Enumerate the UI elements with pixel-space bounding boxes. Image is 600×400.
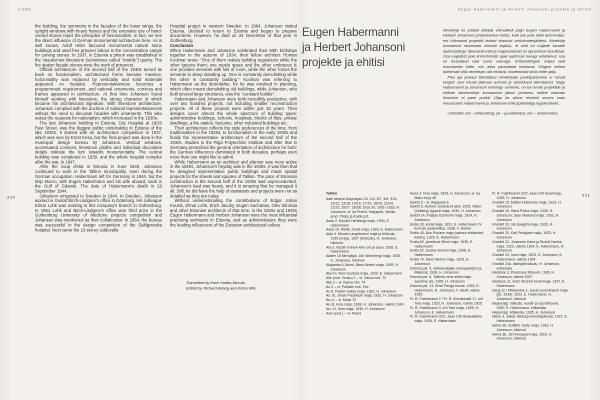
chapter-title-line-1: Eugen Habermanni	[302, 26, 399, 39]
catalog-entry: Aasa 2, Eduard Hemburgi maja, 1930, E. Habermann	[326, 219, 390, 228]
column2-body	[170, 48, 297, 228]
catalog-entry: Estonia pst. 13, Eesti Panga hoone, 1933, E. Habermann, H. Johanson, F. Adoff, valmis 1935	[410, 284, 480, 297]
catalog-entry: Fr. R. Faehlmanni 32/1, Jaan Orti tänavaäärne maja, 1926, E. Habermann	[410, 315, 483, 324]
catalog-entry: Alevi 9, Rein Uustove maja, 1929, E. Habermann	[326, 272, 403, 276]
catalog-entry: Aru 8, Inna maja, 1938, H. Johanson, valmis 1940	[326, 302, 404, 307]
catalog-entry: Estonia pst. 6, Tallinna vene seltsi maja asemine ü/e, 1925, H. Johanson	[410, 275, 472, 284]
paragraph: While Habermann as an architect and planner was more active in the 1920s, Johanson's heyday was in the 1930s. It was then that he designed representative public buildings and made spatial projects for the streets and squares of Tallinn. The pace of Estonian construction in the second half of the 1930s was unprecedented. Johanson's load was heavy, and it is amazing that he managed it all. Still, he did have the help of assistants and projects were not as detailed as they are today.	[170, 159, 297, 199]
catalog-column-1	[326, 192, 404, 316]
catalog-entry: Fr. R. Faehlmanni 4, e/ü Tare maja, 1926, H. Johanson, E. Habermann	[410, 306, 479, 315]
catalog-entry: Heina 3, Jakob Valdsepi kunstsepikoda, 1921, E. Habermann	[492, 315, 568, 324]
conclusion-heading: Conclusion	[170, 42, 194, 48]
intro-paragraph: Nimekirja on püütud lülitada võimalikult palju Eugen Habermanni ja Herbert Johansoni projekteeritud ehitisi, kuid see pole siiski ammendav; ent hõlmavad projektid leidsid kinnitust arhiivimaterjalidest. Nimekirja koostamist raskendas oluliselt asjaolu, et seal on majade vanade aadressidega: tänavanimesid ja majanumbreid on aja jooksul muudetud. Osa majadest pole krohvitornide ajale aadresse kunagi vahetanud, osa on tuvastatud vaid suure vaevaga. Ehitusühingute majad said eraomanike kätte, mis aitas parandada loetavust. Kõigest sellest tulenevalt võib nimekirjas olla eksitusi, loodetavasti siiski mitte palju.	[443, 28, 565, 75]
catalog-entry: Ao 2 – vt. Paldiski mnt. 19a	[326, 285, 369, 289]
chapter-title-line-3: projekte ja ehitisi	[302, 56, 385, 69]
column2-opening	[170, 24, 297, 43]
catalog-entry: Harjumägi: näituste, kunsti- ja spordihoone, 1930, E. Habermann, ehitamata	[492, 301, 560, 310]
catalog-entries-1	[326, 197, 404, 316]
catalog-entry: Ao 10, Johan Freybachi maja, 1932, H. Johanson	[326, 294, 403, 298]
catalog-entry: Graniidi 16, Hans Põdra maja, 1925, H. Johanson; Jaan Marlensi maja, 1932, H. Johanson	[492, 209, 560, 222]
catalog-entry: Fr. R. Faehlmanni 2 / Fr. R. Kreutzwaldi 17, e/ü Tare maja, 1923, H. Johanson, valmis 1925	[410, 297, 483, 306]
catalog-entry: Graniidi 24a, lastepäevakodu, H. Johanson, ehitamata	[492, 262, 560, 271]
catalog-entry: Endla 60, perekond Minni maja, 1936, E. Habermann	[410, 240, 474, 249]
catalog-column-3	[492, 192, 568, 342]
catalog-entry: Harjumägi: kõlakoda, 1935, H. Johanson	[492, 310, 556, 315]
catalog-entry: Estonia pst. 4, näituseväljaku metsapaviljon ja lillekiosk, 1936, H. Johanson	[410, 266, 482, 275]
page-number-left: 330	[7, 195, 16, 200]
paragraph: Hospital project in western Sweden. In 1964, Johanson visited Estonia, decided to return to Estonia and began to prepare documents. However, he died on 24 November of that year in Gothenburg.	[170, 23, 297, 44]
right-running-header: Eugen Habermanni ja Herbert Johansoni projekte ja ehitisi	[458, 8, 592, 12]
catalog-entry: Graniidi 20, Karl Pedajase maja, 1933, H. Johanson	[492, 231, 557, 240]
intro-text	[443, 28, 565, 116]
catalog-entry: Heina 38, Jüri Kanapea maja, 1923, H. Johanson, hävinud	[492, 332, 553, 341]
credit-line: Translated by Karin Hallas-Murula	[186, 280, 245, 285]
catalog-entry: Graniidi 19, Ida Saagimi maja, 1926, H. Johanson	[492, 222, 554, 231]
page-number-right: 331	[582, 193, 591, 198]
catalog-entry: Aasa 10, Madis Joutsi maja, 1929, E. Habermann	[326, 228, 404, 232]
credit-line: Edited by Richard Adang and Krista Mits	[186, 286, 256, 291]
paragraph: Without underestimating the contributions of Edgar Johan Kuusik, Elmar Lohk, Erich Jacoby, Eugen Sacharias, Olev Siinmaa and other Estonian architects of that time, in the 1920s and 1930s Eugen Habermann and Herbert Johanson were the most influential practising architects in Estonia, and as administrators they were the leading influencers of the Estonian architectural culture.	[170, 198, 297, 228]
catalog-column-2	[410, 192, 484, 324]
catalog-entry: Aia 3, Vassili Voinovi kino o/ü ja saun, 1926, E. Habermann	[326, 245, 399, 254]
catalog-entry: Endla 45, Ado Purtase maja (varises ehitamisel kokku), 1929, E. Habermann	[410, 231, 484, 240]
catalog-entry: Alle 3 – vt. Narva mnt. 74	[326, 280, 366, 285]
catalog-entry: Elektri 6, Herbert Johansoni alev, 1925; Villem (Vulberg) Ugandi maja, 1930, H. Johanson	[410, 205, 482, 214]
chapter-title-line-2: ja Herbert Johansoni	[302, 41, 405, 54]
paragraph: The last Johanson building in Estonia, City Hospital at 18/20 Ravi Street, was the biggest public undertaking in Estonia of the late 1930s. It started with an architecture competition in 1937, which was won by Ernst Kesa, but the final project was done in the municipal design bureau by Johanson. Vertical windows, accentuated cornices, limestone plinths and individual decorative details indicate the turn towards monumentality. The central building was completed in 1939, and the whole hospital complex after the war, in 1947.	[35, 120, 162, 165]
catalog-entry: Ahju 4, Nikolai Langebrauni maja ja töökoda, 1925 (maja), 1927 (töökoda), H. Johanson, hävinud	[326, 232, 398, 245]
paragraph: Habermann and Johanson were both incredibly productive, with over two hundred projects, not including smaller reconstruction projects. All of these projects were within just 20 years. Their designs cover almost the whole spectrum of building types: administrative buildings, schools, hospitals, blocks of flats, private dwellings, a fire station, factories, other industrial buildings etc.	[170, 96, 297, 126]
paragraph: the building, the symmetry in the facades of the lower wings, the upright windows with heavy frames and the extensive use of hand-carved stones reject the principles of functionalism. In fact, we see the direct influence of German monumental architecture here. As is well known, Adolf Hitler favoured monumental natural stone buildings and used free prisoner labour in the concentration camps for carving stones. In 1937, in Estonia a prison was established in the Vasalemma limestone (sometimes called "marble") quarry. The fire station facade stones were the work of prisoners.	[35, 23, 162, 68]
catalog-entry: Aate tänava tüüpmajad 1/3, 2/4, 5/7, 4/6, 9/11, 10/12, 13/15, 14/16, 17/19, 18/20, 22/24, 21/23, 25/27, 26/28, 29 ja 30, 1931–1933, H. Johanson, vt. ka Preesi, Harjapea, Vaniku (end. Pärja) ja Kolde pst.	[326, 197, 400, 219]
catalog-entry: Endla 62, Gustav Estoni maja, 1936, E. Habermann	[410, 249, 472, 258]
catalog-entry: Auni (end.) – vt. Mooni	[326, 311, 362, 316]
catalog-entry: Ao 5, Peeter Saksa maja, 1932, H. Johanson	[326, 289, 397, 294]
catalog-entry: Fr. R. Faehlmanni 32/2, Jaan Orti hoovimaja, 1925, H. Johanson	[492, 192, 562, 200]
left-text-column-2	[170, 24, 297, 228]
catalog-entry: Aiatee 16 Meriväljal, Jüri Silberbergi maja, 1930, H. Johanson, hävinud	[326, 254, 402, 263]
paragraph: Official architecture of the second half of the 1930s turned its back on functionalism, architectural forms became massive, horizontality was replaced by verticality and solid materials appeared on facades. Representativeness becomes a programmatic requirement, and national ornaments, cornices and frames appeared in architecture. At that time Johanson found himself working with limestone, the strong character of which became his architectural signature. With limestone architecture, Johanson complied with the doctrine of national representativeness without the need to decorate facades with ornaments. This also suited the requests for nationalism, which increased in the 1930s.	[35, 67, 162, 121]
catalog-entry: Aru 4 – vt. Maisi 13	[326, 298, 356, 303]
catalog-entry: Elektri 14, Kristjan Eichhorni maja, 1924, H. Johanson	[410, 213, 478, 222]
paragraph: Their architecture reflects the style preferences of the time, from traditionalism in the 1920s, to functionalism in the early 1930s and finally the representative architecture of the second half of the 1930s. Studies in the Riga Polytechnic Institute and after that in Germany prescribed the general orientation of architecture for both: the German influences dominated in both decades, perhaps even more than one might like to admit.	[170, 125, 297, 160]
catalog-entry: Hariduse 3, Prantsuse lütseum, 1936, H. Johanson, valmis 1937	[492, 271, 556, 280]
catalog-entry: Endla 33, kortermaja, 1931, E. Habermann; IV korruse pealeehitus, 1938, V. Herkel	[410, 222, 482, 231]
catalog-entry: Elektri 2 – vt. Alajaama 6	[410, 200, 449, 205]
catalog-entry: Hariduse 11, Artur Strohmi kortermaja, 1937, E. Habermann	[492, 279, 566, 288]
paragraph: After the coup d'etat in Estonia in June 1940, Johanson continued to work in the Tallinn municipality, even during the German occupation. Habermann left for Germany in 1944, but the ship Moero, with Eugen Habermann and his wife aboard, sank in the Gulf of Gdansk. The date of Habermann's death is 22 September 1944.	[35, 164, 162, 194]
catalog-entry: Graniidi 22, Johannes Kana ja Rudolf Havika maja, 1923, valmis 1924, E. Habermann, H. Johanson	[492, 240, 565, 253]
catalog-entry: Aru 11, Inna maja, 1939, H. Johanson	[326, 307, 385, 311]
abbreviations-legend: Lühendid: e/ü – ehitusühing; j/e – juurdeehitus; ü/e – ümberehitus	[447, 111, 558, 116]
catalog-entry: Graniidi 24, Inna maja, 1923, H. Johanson, E. Habermann, valmis 1924	[492, 253, 563, 262]
catalog-entry: Graniidi 15, Mihkel Hobenoku maja, 1923, H. Johanson	[492, 200, 562, 209]
left-running-header: LISAD	[18, 8, 32, 12]
intro-paragraph: Pika aja jooksul täiendatud nimekirjade punktipanemine ei tulnud kergelt, sest nõuab jätkuvat uurimist ja vahelduvat täiendamist. Nagu Habermanni ja Johansoni loomingu uurimine, on ka nende projektide ja ehitiste täisnimekirja koostamine jätkuv protsess, millele raamatu ilmumine ei pane punkti. Olgu ka siinne nimekiri suures osas innustuseks Habermanni ja Johansoni ehituspärandiga tegelemiseks.	[443, 74, 565, 106]
catalog-entry: Alle (end. Vooku) 1 – vt. Narva mnt. 72	[326, 276, 387, 281]
catalog-city-heading: Tallinn	[326, 192, 338, 196]
catalog-entry: Hargi 11 / Mõisavahe 1, David Leremmanni maja (j/e, 1920), 1922, E. Habermann, H. Johanson, hävinud	[492, 288, 568, 302]
catalog-entry: Auna 3, Inna maja, 1929, H. Johanson, vt. ka Maisi 4a ja 4b	[410, 192, 481, 200]
translation-credits	[186, 280, 296, 291]
paragraph: Johanson emigrated to Sweden in 1944. In Sweden, Johanson worked in Gustaf Birch-Lindgren's office in Göteborg. His colleague Elmar Lohk was working in this company's branch in Gothenburg. In 1951 Lohk and Birch-Lindgren's office won third prize in the Gothenburg University of Medicine projects competition and Johanson was mentioned as their collaborator. In 1954, the bureau was successful in the design competition of the Sahlgrenska hospital. Next came the 15-storey Uddevalla	[35, 193, 162, 233]
catalog-entry: Endla 70, Hans Menno maja, 1925, H. Johanson	[410, 257, 470, 266]
catalog-entry: Alajaama 6 Järvel, Mare Aimeni maja, 1929, H. Johanson	[326, 263, 399, 272]
intro-paragraphs	[443, 28, 565, 106]
catalog-entry: Heina 36, Gottlieb Jovite maja, 1932, H. Johanson, hävinud	[492, 323, 554, 332]
chapter-title	[302, 25, 442, 70]
paragraph: When Habermann and Johanson celebrated their 50th birthdays together in the autumn of 1934, their fellow architect Roman Koolmar wrote: "One of them makes building regulations while the other ignores them; one repels space and the other embraces it; one provides servants with lots of room, while the other forces the servants to sleep standing up. One is constantly demolishing while the other is constantly building." Koolmar was referring to Habermann as the demolisher, for he was involved in planning, which often meant demolishing old buildings, while Johanson, who built several large structures, was the "constant builder".	[170, 47, 297, 97]
left-text-column-1	[35, 24, 162, 233]
